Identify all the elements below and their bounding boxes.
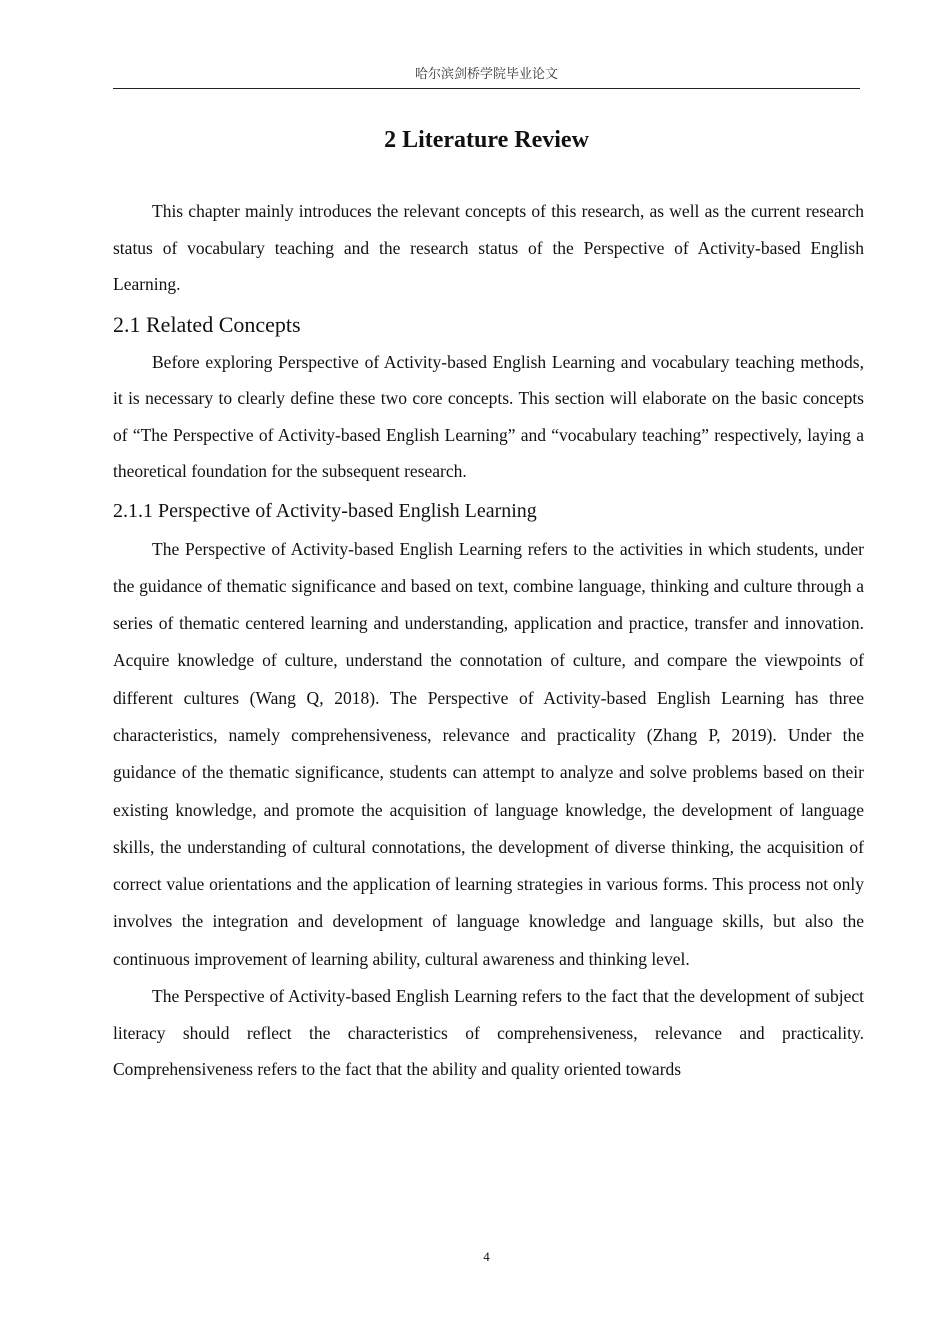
body-content — [113, 193, 864, 1088]
header-rule — [113, 88, 860, 89]
section-heading-2-1-1: 2.1.1 Perspective of Activity-based English Learning — [113, 499, 537, 522]
section-2-1-1-paragraph-1: The Perspective of Activity-based English Learning refers to the activities in which students, under the guidance of thematic significance and based on text, combine language, thinking and culture through a series of thematic centered learning and understanding, application and practice, transfer and innovation. Acquire knowledge of culture, understand the connotation of culture, and compare the viewpoints of different cultures (Wang Q, 2018). The Perspective of Activity-based English Learning has three characteristics, namely comprehensiveness, relevance and practicality (Zhang P, 2019). Under the guidance of the thematic significance, students can attempt to analyze and solve problems based on their existing knowledge, and promote the acquisition of language knowledge, the development of language skills, the understanding of cultural connotations, the development of diverse thinking, the acquisition of correct value orientations and the application of learning strategies in various forms. This process not only involves the integration and development of language knowledge and language skills, but also the continuous improvement of learning ability, cultural awareness and thinking level. — [113, 538, 864, 969]
chapter-title: 2 Literature Review — [384, 127, 589, 153]
section-2-1-1-paragraph-2: The Perspective of Activity-based English Learning refers to the fact that the development of subject literacy should reflect the characteristics of comprehensiveness, relevance and practicality. Comprehensiveness refers to the fact that the ability and quality oriented towards — [113, 986, 864, 1080]
section-2-1-paragraph: Before exploring Perspective of Activity-based English Learning and vocabulary teaching methods, it is necessary to clearly define these two core concepts. This section will elaborate on the basic concepts of “The Perspective of Activity-based English Learning” and “vocabulary teaching” respectively, laying a theoretical foundation for the subsequent research. — [113, 351, 864, 481]
running-header: 哈尔滨剑桥学院毕业论文 — [414, 67, 558, 82]
intro-paragraph: This chapter mainly introduces the relevant concepts of this research, as well as the current research status of vocabulary teaching and the research status of the Perspective of Activity-based English Learning. — [113, 201, 864, 294]
section-heading-2-1: 2.1 Related Concepts — [113, 311, 301, 337]
page-number: 4 — [483, 1249, 490, 1264]
